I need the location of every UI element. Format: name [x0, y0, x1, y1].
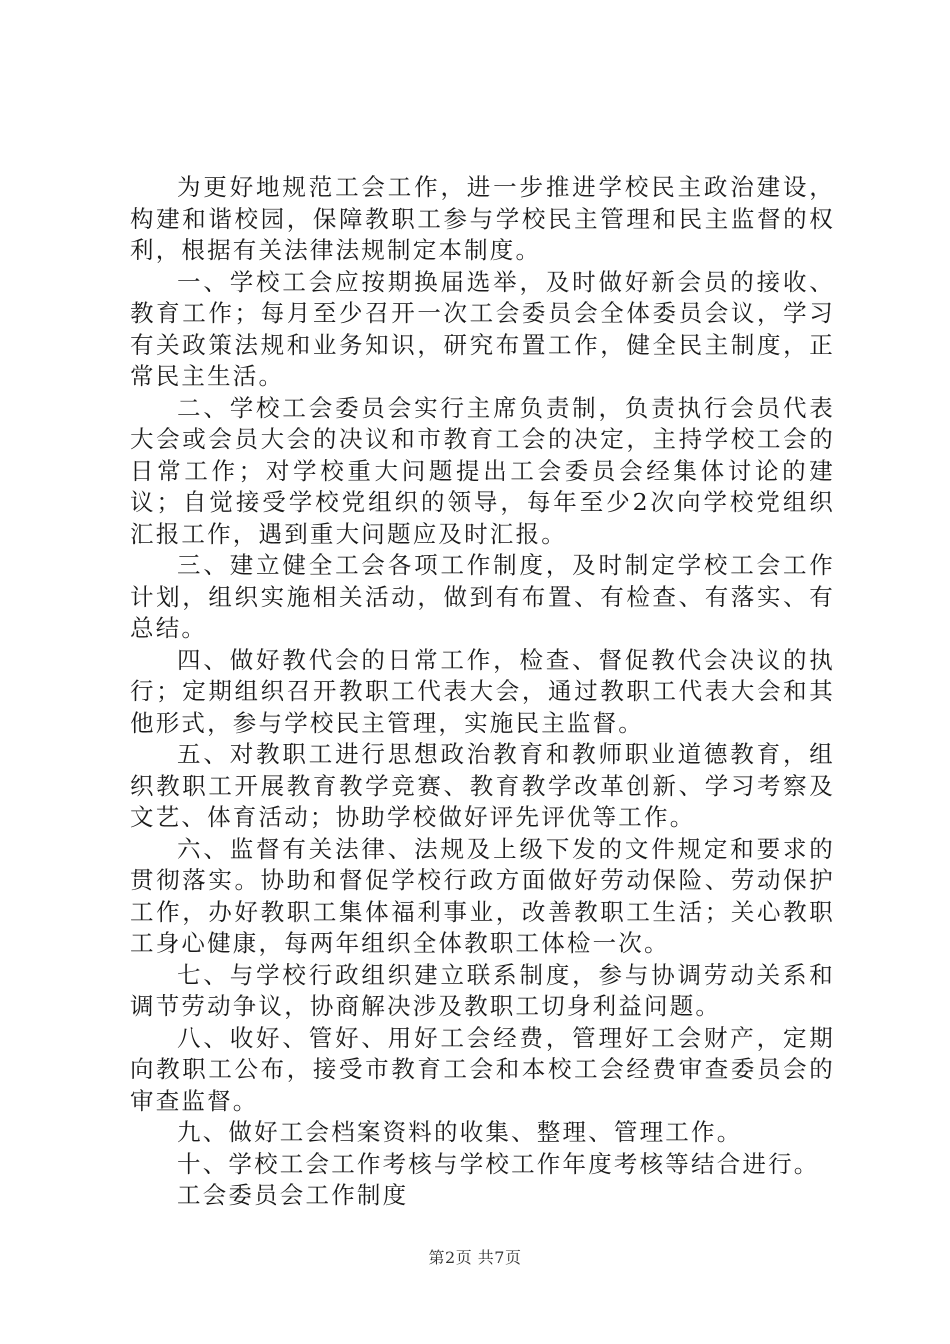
clause-5-paragraph: 五、对教职工进行思想政治教育和教师职业道德教育，组织教职工开展教育教学竞赛、教育教学改革创新、学习考察及文艺、体育活动；协助学校做好评先评优等工作。: [130, 740, 835, 831]
clause-2-paragraph: 二、学校工会委员会实行主席负责制，负责执行会员代表大会或会员大会的决议和市教育工会的决定，主持学校工会的日常工作；对学校重大问题提出工会委员会经集体讨论的建议；自觉接受学校党组织的领导，每年至少2次向学校党组织汇报工作，遇到重大问题应及时汇报。: [130, 393, 835, 548]
document-body: [130, 172, 835, 1212]
clause-7-paragraph: 七、与学校行政组织建立联系制度，参与协调劳动关系和调节劳动争议，协商解决涉及教职工切身利益问题。: [130, 960, 835, 1020]
clause-6-paragraph: 六、监督有关法律、法规及上级下发的文件规定和要求的贯彻落实。协助和督促学校行政方面做好劳动保险、劳动保护工作，办好教职工集体福利事业，改善教职工生活；关心教职工身心健康，每两年组织全体教职工体检一次。: [130, 834, 835, 957]
clause-9-paragraph: 九、做好工会档案资料的收集、整理、管理工作。: [177, 1118, 743, 1146]
clause-8-paragraph: 八、收好、管好、用好工会经费，管理好工会财产，定期向教职工公布，接受市教育工会和本校工会经费审查委员会的审查监督。: [130, 1023, 835, 1115]
page-number-footer: 第2页 共7页: [428, 1248, 522, 1267]
section-heading: 工会委员会工作制度: [177, 1181, 409, 1209]
clause-4-paragraph: 四、做好教代会的日常工作，检查、督促教代会决议的执行；定期组织召开教职工代表大会，通过教职工代表大会和其他形式，参与学校民主管理，实施民主监督。: [130, 645, 835, 737]
clause-1-paragraph: 一、学校工会应按期换届选举，及时做好新会员的接收、教育工作；每月至少召开一次工会委员会全体委员会议，学习有关政策法规和业务知识，研究布置工作，健全民主制度，正常民主生活。: [130, 267, 835, 390]
clause-3-paragraph: 三、建立健全工会各项工作制度，及时制定学校工会工作计划，组织实施相关活动，做到有布置、有检查、有落实、有总结。: [130, 551, 835, 642]
intro-paragraph: 为更好地规范工会工作，进一步推进学校民主政治建设，构建和谐校园，保障教职工参与学校民主管理和民主监督的权利，根据有关法律法规制定本制度。: [130, 173, 835, 264]
clause-10-paragraph: 十、学校工会工作考核与学校工作年度考核等结合进行。: [177, 1149, 820, 1178]
